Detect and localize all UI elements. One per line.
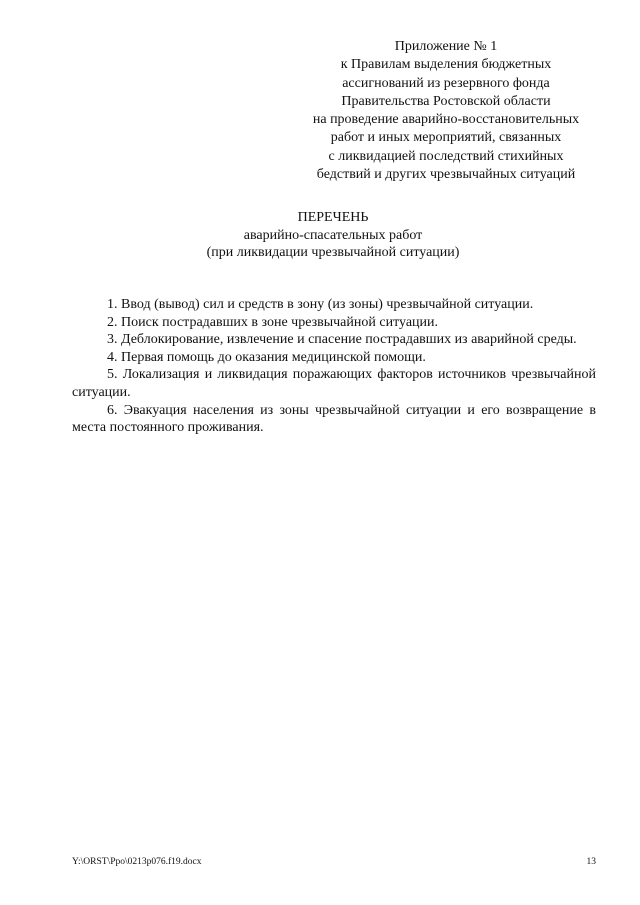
heading-note: (при ликвидации чрезвычайной ситуации) bbox=[206, 245, 460, 260]
appendix-line: на проведение аварийно-восстановительных bbox=[312, 112, 580, 128]
appendix-line: бедствий и других чрезвычайных ситуаций bbox=[316, 167, 576, 183]
appendix-line: ассигнований из резервного фонда bbox=[342, 75, 550, 91]
list-item: 2. Поиск пострадавших в зоне чрезвычайной ситуации. bbox=[107, 314, 439, 330]
appendix-line: работ и иных мероприятий, связанных bbox=[330, 130, 562, 146]
list-item: 1. Ввод (вывод) сил и средств в зону (из зоны) чрезвычайной ситуации. bbox=[107, 297, 534, 312]
list-item: 3. Деблокирование, извлечение и спасение пострадавших из аварийной среды. bbox=[107, 332, 577, 348]
appendix-line: Приложение № 1 bbox=[394, 39, 498, 54]
appendix-line: к Правилам выделения бюджетных bbox=[340, 57, 552, 73]
document-heading bbox=[60, 209, 606, 262]
footer-page-number: 13 bbox=[586, 857, 596, 867]
footer-file-path: Y:\ORST\Ppo\0213p076.f19.docx bbox=[72, 857, 202, 867]
appendix-line: с ликвидацией последствий стихийных bbox=[328, 148, 564, 164]
heading-subtitle: аварийно-спасательных работ bbox=[243, 227, 423, 243]
appendix-header bbox=[296, 38, 596, 184]
list-item: 6. Эвакуация населения из зоны чрезвычайной ситуации и его возвращение в места постоянного проживания. bbox=[72, 402, 596, 436]
list-item: 5. Локализация и ликвидация поражающих факторов источников чрезвычайной ситуации. bbox=[72, 367, 596, 400]
work-list bbox=[72, 296, 596, 437]
list-item: 4. Первая помощь до оказания медицинской помощи. bbox=[107, 349, 426, 365]
heading-title: ПЕРЕЧЕНЬ bbox=[297, 210, 369, 225]
appendix-line: Правительства Ростовской области bbox=[341, 93, 551, 109]
